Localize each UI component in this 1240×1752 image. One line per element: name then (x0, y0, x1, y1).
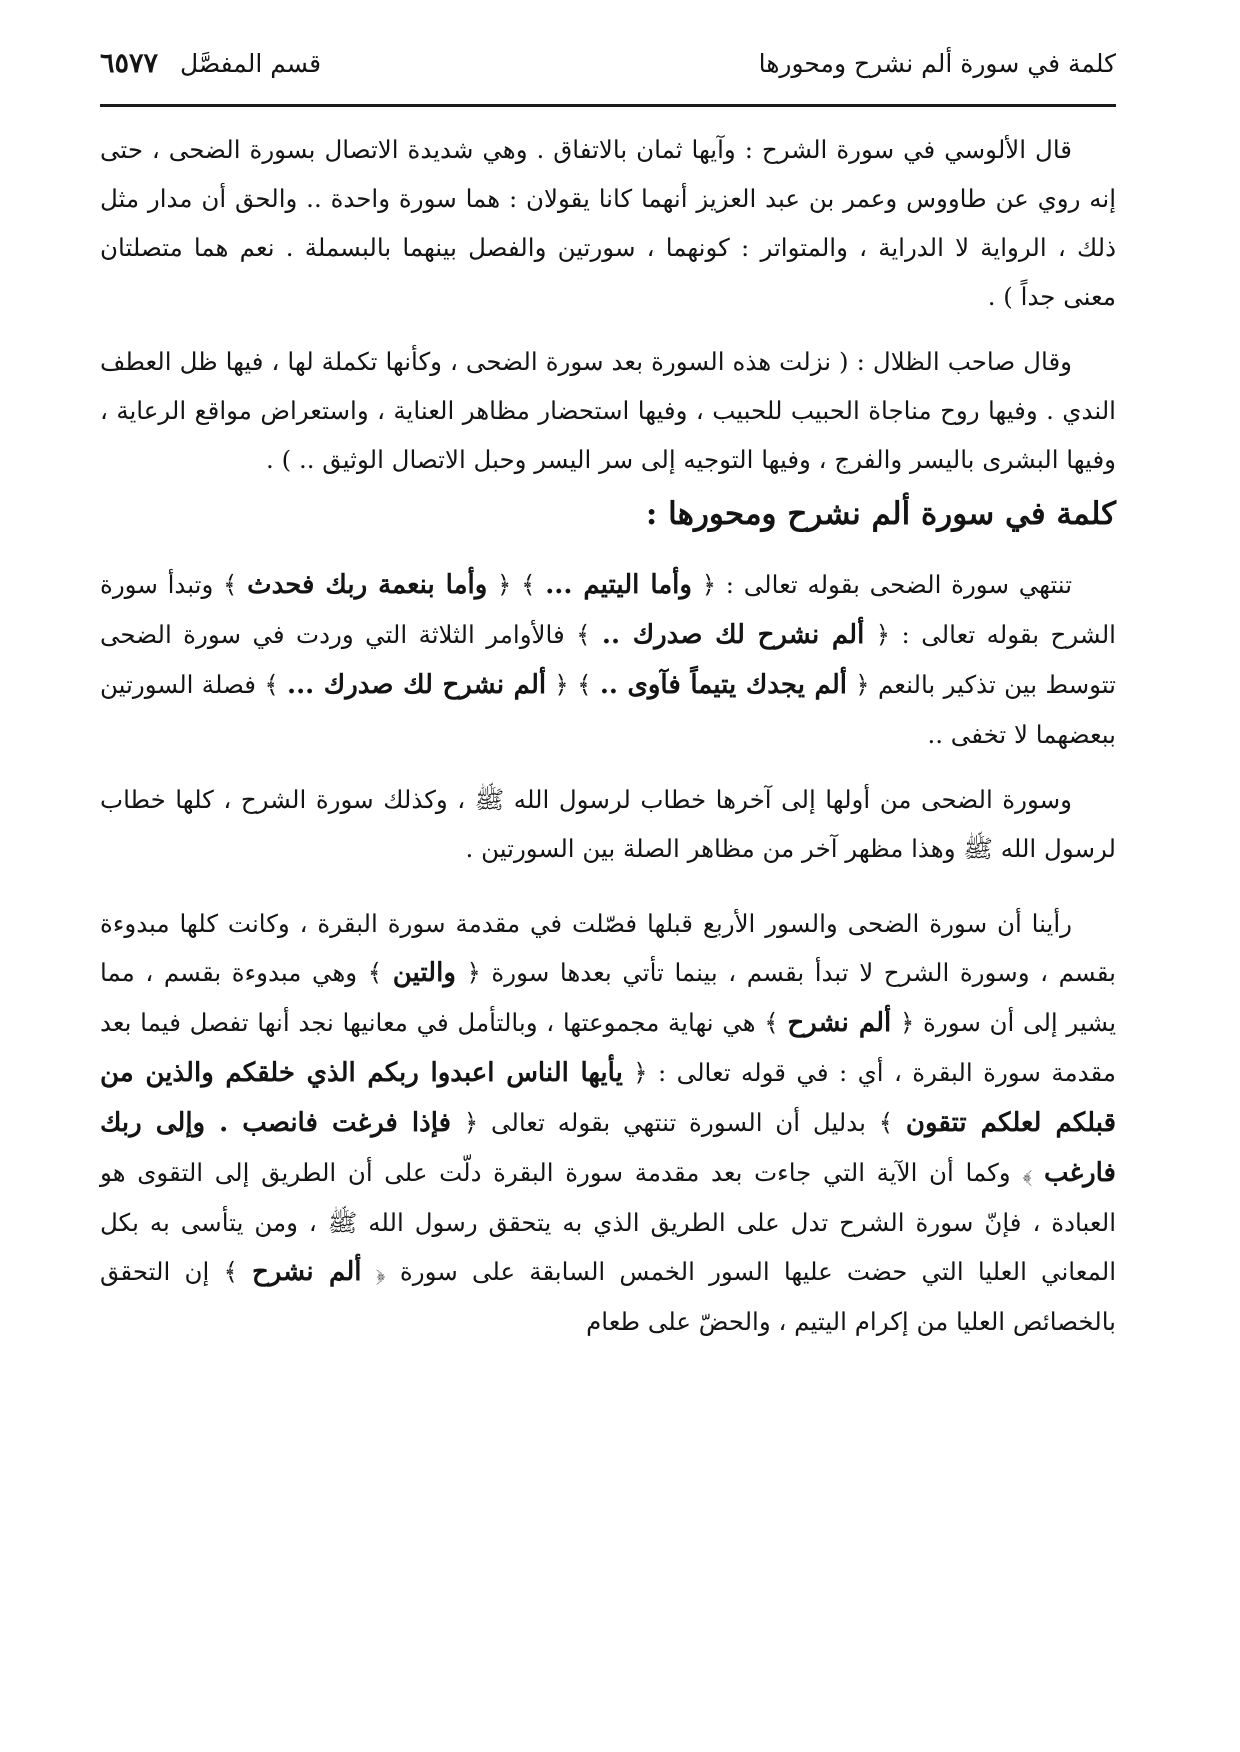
text-run: ﴾ وتبدأ سورة الشرح بقوله تعالى : ﴿ (100, 570, 1116, 649)
quranic-verse: ألم نشرح (252, 1257, 362, 1287)
text-run: ﴾ هي نهاية مجموعتها ، وبالتأمل في معانيها نجد أنها تفصل فيما بعد مقدمة سورة البقرة ، أي : في قوله تعالى : ﴿ (100, 1008, 1116, 1087)
section-heading: كلمة في سورة ألم نشرح ومحورها : (645, 496, 1116, 532)
header-left-group (100, 48, 321, 79)
quranic-verse: وأما بنعمة ربك فحدث (247, 570, 488, 600)
text-run: ﴾ إن التحقق بالخصائص العليا من إكرام اليتيم ، والحضّ على طعام (100, 1257, 1116, 1336)
quranic-verse: والتين (392, 958, 456, 988)
text-run: تنتهي سورة الضحى بقوله تعالى : ﴿ (691, 570, 1073, 599)
paragraph-zilal-quote: وقال صاحب الظلال : ( نزلت هذه السورة بعد سورة الضحى ، وكأنها تكملة لها ، فيها ظل العطف الندي . وفيها روح مناجاة الحبيب للحبيب ، وفيها استحضار مظاهر العناية ، واستعراض مواقع الرعاية ، وفيها البشرى باليسر والفرج ، وفيها التوجيه إلى سر اليسر وحبل الاتصال الوثيق .. ) . (100, 347, 1116, 474)
text-run: ﴾ وكما أن الآية التي جاءت بعد مقدمة سورة البقرة دلّت على أن الطريق إلى التقوى هو العبادة ، فإنّ سورة الشرح تدل على الطريق الذي به يتحقق رسول الله ﷺ ، ومن يتأسى به بكل المعاني العليا التي حضت عليها السور الخمس السابقة على سورة ﴿ (100, 1158, 1117, 1286)
header-rule (100, 104, 1116, 107)
running-title: كلمة في سورة ألم نشرح ومحورها (758, 49, 1116, 78)
paragraph-gap (100, 873, 1116, 899)
running-header (100, 48, 1116, 104)
quranic-verse: ألم نشرح لك صدرك ... (287, 670, 547, 700)
quranic-verse: فإذا فرغت فانصب . وإلى ربك فارغب (100, 1108, 1116, 1188)
text-run: ﴾ فصلة السورتين ببعضهما لا تخفى .. (100, 670, 1116, 749)
section-name: قسم المفصَّل (180, 49, 322, 78)
book-page (100, 48, 1116, 1346)
quranic-verse: ألم نشرح (787, 1008, 892, 1038)
paragraph-address-to-prophet: وسورة الضحى من أولها إلى آخرها خطاب لرسول الله ﷺ ، وكذلك سورة الشرح ، كلها خطاب لرسول الله ﷺ وهذا مظهر آخر من مظاهر الصلة بين السورتين . (100, 785, 1116, 863)
text-run: ﴾ ﴿ (546, 670, 600, 699)
paragraph-link-between-surahs (100, 560, 1116, 759)
quranic-verse: وأما اليتيم ... (545, 570, 692, 600)
quranic-verse: يأيها الناس اعبدوا ربكم الذي خلقكم والذين من قبلكم لعلكم تتقون (100, 1058, 1116, 1138)
paragraph-alusi-quote: قال الألوسي في سورة الشرح : وآيها ثمان بالاتفاق . وهي شديدة الاتصال بسورة الضحى ، حتى إنه روي عن طاووس وعمر بن عبد العزيز أنهما كانا يقولان : هما سورة واحدة .. والحق أن مدار مثل ذلك ، الرواية لا الدراية ، والمتواتر : كونهما ، سورتين والفصل بينهما بالبسملة . نعم هما متصلتان معنى جداً ) . (100, 135, 1116, 311)
paragraph-surah-structure (100, 899, 1116, 1346)
text-run: ﴾ وهي مبدوءة بقسم ، مما يشير إلى أن سورة ﴿ (100, 958, 1117, 1037)
quranic-verse: ألم نشرح لك صدرك .. (601, 620, 865, 650)
text-run: ﴾ بدليل أن السورة تنتهي بقوله تعالى ﴿ (451, 1108, 906, 1137)
page-number: ٦٥٧٧ (100, 48, 159, 79)
text-run: رأينا أن سورة الضحى والسور الأربع قبلها فصّلت في مقدمة سورة البقرة ، وكانت كلها مبدوءة بقسم ، وسورة الشرح لا تبدأ بقسم ، بينما تأتي بعدها سورة ﴿ (100, 909, 1116, 987)
text-run: ﴾ فالأوامر الثلاثة التي وردت في سورة الضحى تتوسط بين تذكير بالنعم ﴿ (100, 620, 1116, 699)
paragraph-gap (100, 321, 1116, 337)
paragraph-gap (100, 759, 1116, 775)
quranic-verse: ألم يجدك يتيماً فآوى .. (599, 670, 847, 700)
text-run: ﴾ ﴿ (487, 570, 546, 599)
